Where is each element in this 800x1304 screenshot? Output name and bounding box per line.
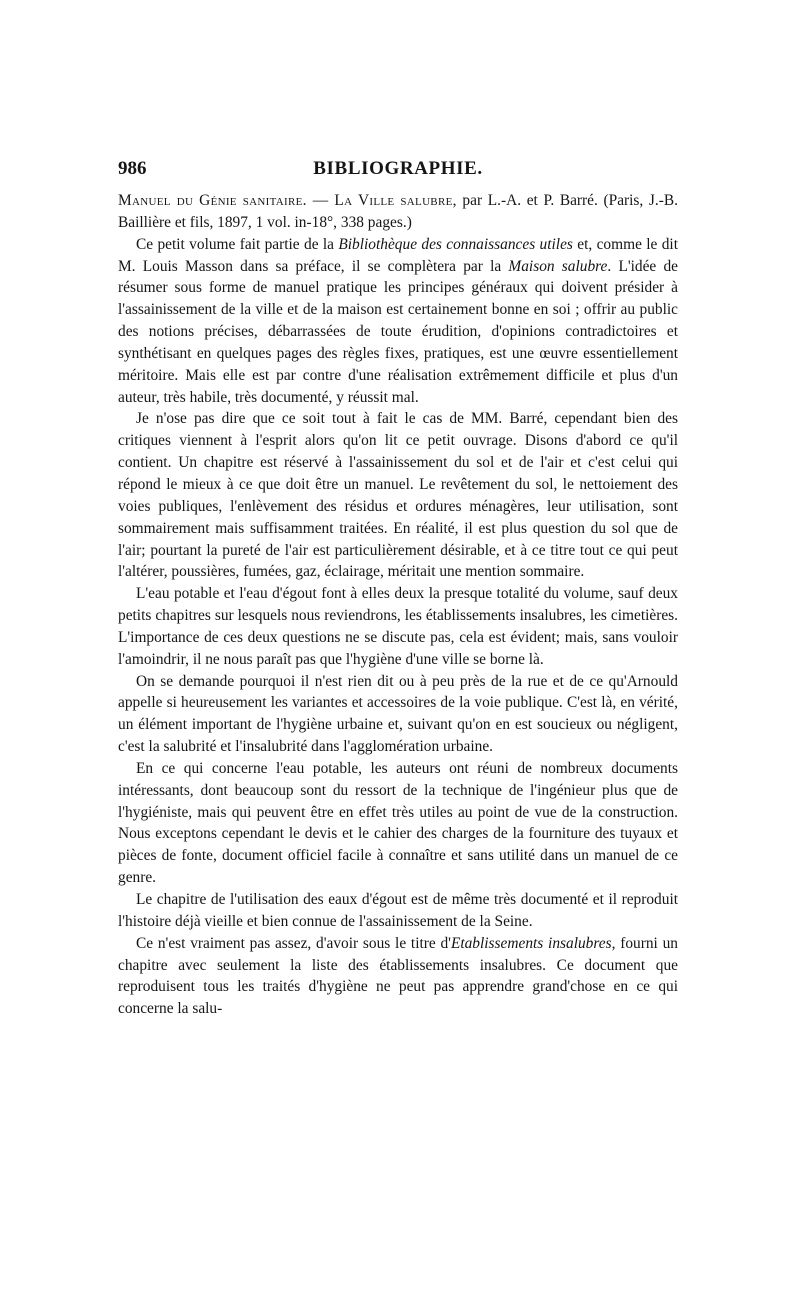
paragraph-text: , fourni un chapitre avec seulement la liste des établissements insalubres. Ce document que reproduisent tous les traités d'hygiène ne peut pas apprendre grand'chose en ce qui concerne la salu- xyxy=(118,934,678,1018)
paragraph-7 xyxy=(118,933,678,1020)
citation-details: par L.-A. et P. Barré. (Paris, J.-B. Baillière et fils, 1897, 1 vol. in-18°, 338 pages.) xyxy=(118,192,678,231)
paragraph-2: Je n'ose pas dire que ce soit tout à fait le cas de MM. Barré, cependant bien des critiques viennent à l'esprit alors qu'on lit ce petit ouvrage. Disons d'abord ce qu'il contient. Un chapitre est réservé à l'assainissement du sol et de l'air et c'est celui qui répond le mieux à ce que doit être un manuel. Le revêtement du sol, le nettoiement des voies publiques, l'enlèvement des résidus et ordures ménagères, leur utilisation, sont sommairement mais suffisamment traitées. En réalité, il est plus question du sol que de l'air; pourtant la pureté de l'air est particulièrement désirable, et à ce titre tout ce qui peut l'altérer, poussières, fumées, gaz, éclairage, méritait une mention sommaire. xyxy=(118,410,678,581)
bibliographic-citation xyxy=(118,190,678,234)
paragraph-text: Ce n'est vraiment pas assez, d'avoir sous le titre d' xyxy=(136,934,451,952)
body-text xyxy=(118,190,678,1020)
paragraph-3: L'eau potable et l'eau d'égout font à elles deux la presque totalité du volume, sauf deux petits chapitres sur lesquels nous reviendrons, les établissements insalubres, les cimetières. L'importance de ces deux questions ne se discute pas, cela est évident; mais, sans vouloir l'amoindrir, il ne nous paraît pas que l'hygiène d'une ville se borne là. xyxy=(118,585,678,668)
paragraph-1 xyxy=(118,234,678,409)
running-title: BIBLIOGRAPHIE. xyxy=(313,158,483,179)
paragraph-text: . L'idée de résumer sous forme de manuel pratique les principes généraux qui doivent présider à l'assainissement de la ville et de la maison est certainement bonne en soi ; offrir au public des notions précises, débarrassées de toute érudition, d'opinions contradictoires et synthétisant en quelques pages des règles fixes, pratiques, est une œuvre essentiellement méritoire. Mais elle est par contre d'une réalisation extrêmement difficile et plus d'un auteur, très habile, très documenté, y réussit mal. xyxy=(118,257,678,406)
chapter-title: Etablissements insalubres xyxy=(450,934,612,952)
paragraph-text: et, comme le dit M. Louis Masson dans sa préface, il se complètera par la xyxy=(118,235,678,275)
paragraph-5: En ce qui concerne l'eau potable, les auteurs ont réuni de nombreux documents intéressants, dont beaucoup sont du ressort de la technique de l'ingénieur plus que de l'hygiéniste, mais qui peuvent être en effet très utiles au point de vue de la construction. Nous exceptons cependant le devis et le cahier des charges de la fourniture des tuyaux et pièces de fonte, document officiel facile à connaître et sans utilité dans un manuel de ce genre. xyxy=(118,759,678,887)
paragraph-text: Ce petit volume fait partie de la xyxy=(136,235,339,253)
paragraph-4: On se demande pourquoi il n'est rien dit ou à peu près de la rue et de ce qu'Arnould appelle si heureusement les variantes et accessoires de la voie publique. C'est là, en vérité, un élément important de l'hygiène urbaine et, suivant qu'on en est soucieux ou négligent, c'est la salubrité et l'insalubrité dans l'agglomération urbaine. xyxy=(118,672,678,756)
paragraph-6: Le chapitre de l'utilisation des eaux d'égout est de même très documenté et il reproduit l'histoire déjà vieille et bien connue de l'assainissement de la Seine. xyxy=(118,891,678,930)
page-header xyxy=(118,158,678,184)
book-title: Maison salubre xyxy=(508,257,608,275)
series-title: Bibliothèque des connaissances utiles xyxy=(338,235,573,253)
citation-title: Manuel du Génie sanitaire. — La Ville salubre, xyxy=(118,192,457,209)
page-number: 986 xyxy=(118,158,147,179)
